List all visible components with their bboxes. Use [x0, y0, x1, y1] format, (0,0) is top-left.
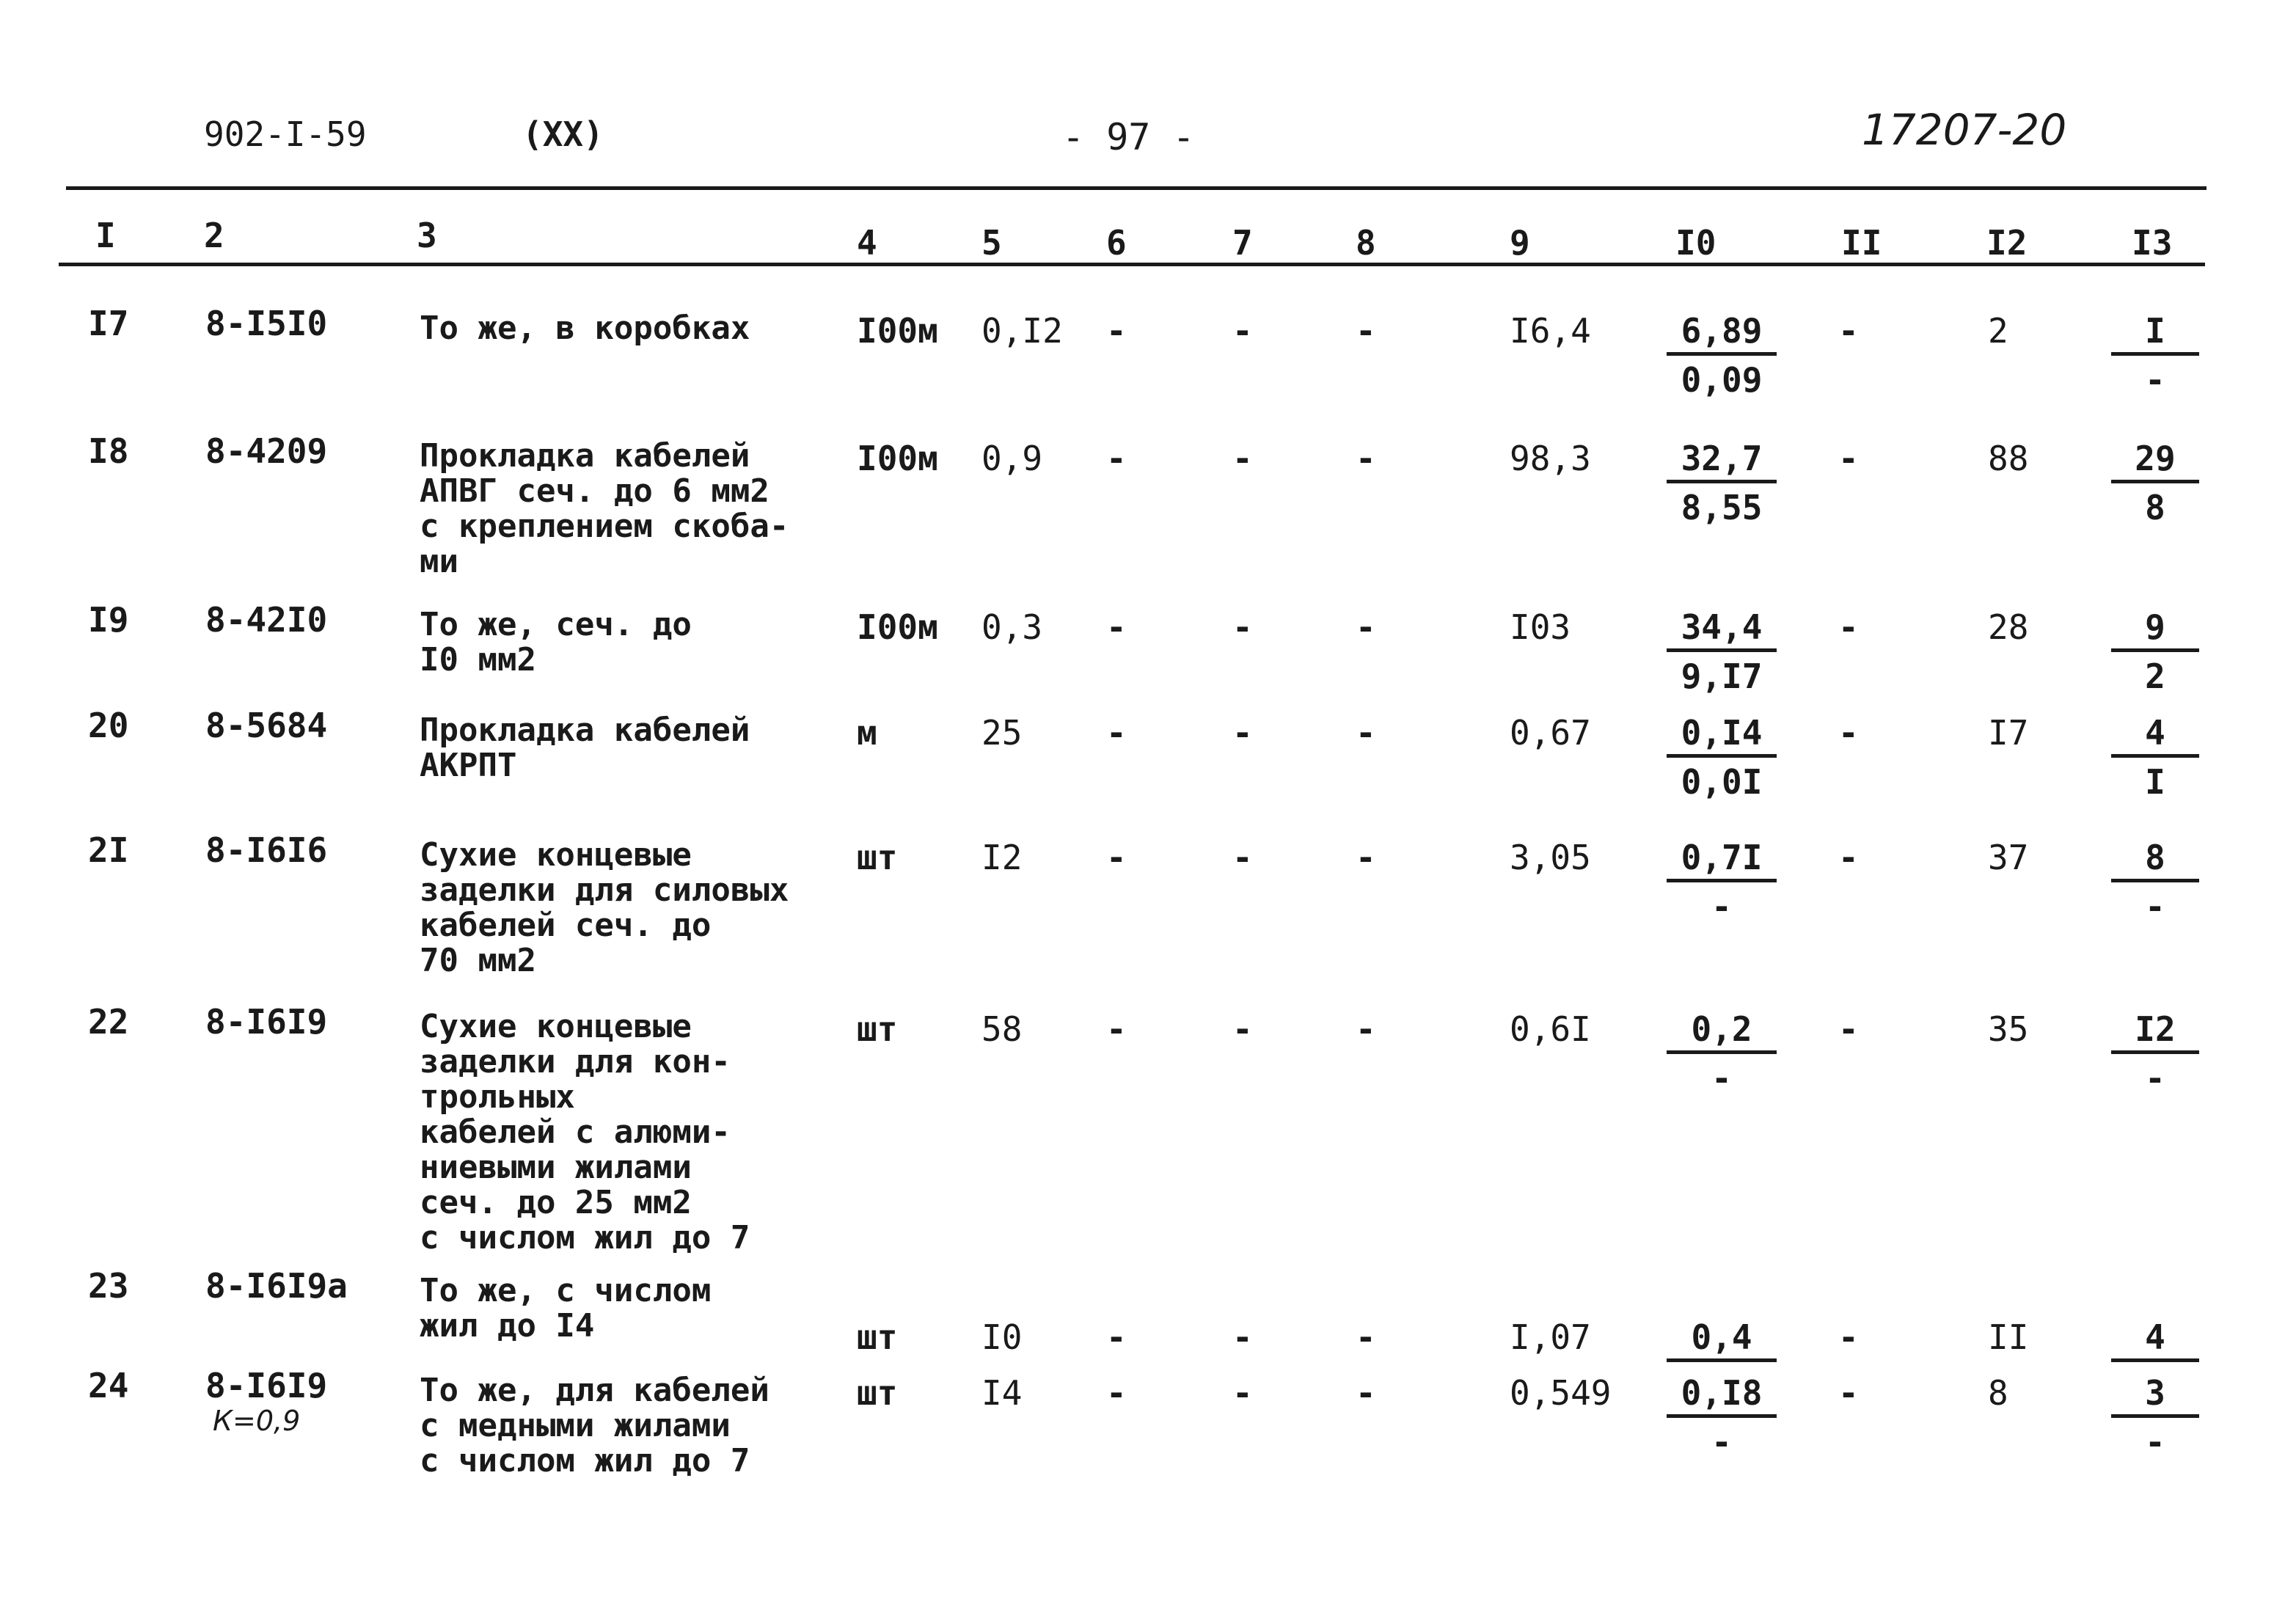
work-description — [420, 1009, 750, 1256]
column-header-11: II — [1841, 223, 1882, 263]
column-13-numerator: 9 — [2111, 610, 2199, 652]
column-10-denominator: - — [1711, 1422, 1732, 1462]
row-number: 24 — [88, 1366, 129, 1405]
column-6-value: - — [1106, 311, 1127, 351]
unit-of-measure: м — [857, 713, 877, 753]
column-13-fraction — [2111, 607, 2199, 696]
column-10-fraction — [1667, 1009, 1777, 1098]
column-13-numerator: 4 — [2111, 1320, 2199, 1362]
work-description — [420, 311, 750, 346]
row-number: I9 — [88, 600, 129, 640]
column-10-denominator: 9,I7 — [1681, 656, 1763, 696]
column-9-value: 3,05 — [1510, 838, 1591, 877]
column-8-value: - — [1356, 607, 1376, 647]
description-line: с креплением скоба- — [420, 508, 789, 545]
column-12-value: 37 — [1988, 838, 2029, 877]
column-7-value: - — [1232, 439, 1253, 478]
header-rule — [59, 263, 2205, 266]
column-10-denominator — [1667, 1362, 1777, 1369]
column-10-numerator: 0,7I — [1667, 841, 1777, 882]
norm-code: 8-I6I6 — [205, 830, 328, 870]
column-13-fraction — [2111, 713, 2199, 802]
column-8-value: - — [1356, 1009, 1376, 1049]
column-8-value: - — [1356, 311, 1376, 351]
column-13-denominator: - — [2145, 1422, 2165, 1462]
series-label: (XX) — [522, 114, 604, 154]
column-9-value: I6,4 — [1510, 311, 1591, 351]
column-10-fraction — [1667, 713, 1777, 802]
column-13-fraction — [2111, 439, 2199, 527]
column-10-numerator: 0,2 — [1667, 1012, 1777, 1054]
work-description — [420, 1273, 711, 1344]
column-11-value: - — [1838, 713, 1859, 753]
column-13-numerator: I — [2111, 314, 2199, 356]
column-10-numerator: 0,4 — [1667, 1320, 1777, 1362]
column-13-fraction — [2111, 1373, 2199, 1462]
work-description — [420, 713, 750, 783]
column-header-10: I0 — [1675, 223, 1716, 263]
column-13-denominator: - — [2145, 1058, 2165, 1098]
description-line: жил до I4 — [420, 1307, 595, 1345]
column-10-numerator: 6,89 — [1667, 314, 1777, 356]
row-number: 2I — [88, 830, 129, 870]
work-description — [420, 838, 789, 979]
column-10-numerator: 34,4 — [1667, 610, 1777, 652]
description-line: АКРПТ — [420, 747, 517, 784]
unit-of-measure: шт — [857, 1373, 898, 1413]
column-12-value: 35 — [1988, 1009, 2029, 1049]
column-7-value: - — [1232, 1317, 1253, 1357]
column-11-value: - — [1838, 311, 1859, 351]
column-8-value: - — [1356, 439, 1376, 478]
quantity: I0 — [981, 1317, 1023, 1357]
quantity: 0,I2 — [981, 311, 1063, 351]
description-line: заделки для силовых — [420, 871, 789, 909]
work-description — [420, 1373, 769, 1479]
page-number: - 97 - — [1062, 116, 1195, 158]
column-10-denominator: 0,09 — [1681, 360, 1763, 400]
description-line: То же, в коробках — [420, 310, 750, 347]
description-line: кабелей сеч. до — [420, 907, 712, 944]
column-10-denominator: 0,0I — [1681, 762, 1763, 802]
description-line: ниевыми жилами — [420, 1149, 692, 1186]
column-8-value: - — [1356, 1373, 1376, 1413]
norm-code: 8-I6I9 — [205, 1002, 328, 1042]
description-line: трольных — [420, 1078, 575, 1116]
row-number: 22 — [88, 1002, 129, 1042]
row-number: 23 — [88, 1266, 129, 1306]
norm-code: 8-I5I0 — [205, 304, 328, 343]
column-9-value: 0,67 — [1510, 713, 1591, 753]
column-6-value: - — [1106, 1317, 1127, 1357]
norm-code: 8-I6I9а — [205, 1266, 348, 1306]
column-10-fraction — [1667, 1373, 1777, 1462]
quantity: 25 — [981, 713, 1023, 753]
norm-code: 8-5684 — [205, 706, 328, 745]
column-header-6: 6 — [1106, 223, 1127, 263]
column-10-fraction — [1667, 1317, 1777, 1369]
unit-of-measure: I00м — [857, 439, 938, 478]
column-11-value: - — [1838, 439, 1859, 478]
column-header-12: I2 — [1986, 223, 2028, 263]
top-rule — [66, 186, 2207, 190]
column-13-fraction — [2111, 1009, 2199, 1098]
column-9-value: 0,6I — [1510, 1009, 1591, 1049]
column-11-value: - — [1838, 1317, 1859, 1357]
unit-of-measure: I00м — [857, 607, 938, 647]
unit-of-measure: I00м — [857, 311, 938, 351]
description-line: с числом жил до 7 — [420, 1442, 750, 1480]
column-7-value: - — [1232, 1009, 1253, 1049]
column-10-fraction — [1667, 838, 1777, 926]
description-line: с числом жил до 7 — [420, 1219, 750, 1257]
work-description — [420, 607, 692, 678]
coefficient-note: К=0,9 — [213, 1405, 301, 1437]
column-10-denominator: - — [1711, 887, 1732, 926]
column-header-3: 3 — [417, 216, 437, 255]
column-8-value: - — [1356, 838, 1376, 877]
column-header-2: 2 — [204, 216, 224, 255]
unit-of-measure: шт — [857, 838, 898, 877]
quantity: 0,3 — [981, 607, 1043, 647]
column-6-value: - — [1106, 1373, 1127, 1413]
description-line: То же, для кабелей — [420, 1372, 769, 1409]
column-13-denominator: I — [2145, 762, 2165, 802]
column-13-fraction — [2111, 311, 2199, 400]
description-line: Сухие концевые — [420, 836, 692, 874]
column-header-7: 7 — [1232, 223, 1253, 263]
column-12-value: II — [1988, 1317, 2029, 1357]
column-13-numerator: 29 — [2111, 442, 2199, 483]
column-6-value: - — [1106, 439, 1127, 478]
column-header-4: 4 — [857, 223, 877, 263]
quantity: 58 — [981, 1009, 1023, 1049]
description-line: 70 мм2 — [420, 942, 536, 979]
quantity: I4 — [981, 1373, 1023, 1413]
description-line: Прокладка кабелей — [420, 437, 750, 475]
unit-of-measure: шт — [857, 1009, 898, 1049]
quantity: 0,9 — [981, 439, 1043, 478]
column-6-value: - — [1106, 607, 1127, 647]
column-13-denominator: 2 — [2145, 656, 2165, 696]
description-line: То же, сеч. до — [420, 606, 692, 643]
column-10-numerator: 0,I4 — [1667, 716, 1777, 758]
column-9-value: 98,3 — [1510, 439, 1591, 478]
description-line: заделки для кон- — [420, 1043, 731, 1080]
column-11-value: - — [1838, 1009, 1859, 1049]
description-line: Сухие концевые — [420, 1008, 692, 1045]
work-description — [420, 439, 789, 579]
column-6-value: - — [1106, 713, 1127, 753]
column-13-fraction — [2111, 1317, 2199, 1369]
column-12-value: 2 — [1988, 311, 2008, 351]
column-9-value: 0,549 — [1510, 1373, 1612, 1413]
column-13-denominator: - — [2145, 360, 2165, 400]
description-line: кабелей с алюми- — [420, 1113, 731, 1151]
column-7-value: - — [1232, 713, 1253, 753]
norm-code: 8-42I0 — [205, 600, 328, 640]
column-13-numerator: 4 — [2111, 716, 2199, 758]
column-10-numerator: 32,7 — [1667, 442, 1777, 483]
column-6-value: - — [1106, 1009, 1127, 1049]
sheet-code: 17207-20 — [1862, 105, 2067, 155]
column-13-denominator: - — [2145, 887, 2165, 926]
column-6-value: - — [1106, 838, 1127, 877]
column-13-fraction — [2111, 838, 2199, 926]
description-line: Прокладка кабелей — [420, 712, 750, 749]
column-header-13: I3 — [2132, 223, 2173, 263]
column-10-denominator: 8,55 — [1681, 488, 1763, 527]
row-number: 20 — [88, 706, 129, 745]
column-9-value: I,07 — [1510, 1317, 1591, 1357]
column-10-fraction — [1667, 607, 1777, 696]
column-12-value: 8 — [1988, 1373, 2008, 1413]
column-11-value: - — [1838, 1373, 1859, 1413]
norm-code: 8-I6I9 — [205, 1366, 328, 1405]
column-10-numerator: 0,I8 — [1667, 1376, 1777, 1418]
norm-code: 8-4209 — [205, 431, 328, 471]
quantity: I2 — [981, 838, 1023, 877]
column-13-numerator: I2 — [2111, 1012, 2199, 1054]
description-line: АПВГ сеч. до 6 мм2 — [420, 472, 769, 510]
column-7-value: - — [1232, 1373, 1253, 1413]
column-7-value: - — [1232, 838, 1253, 877]
row-number: I8 — [88, 431, 129, 471]
column-8-value: - — [1356, 713, 1376, 753]
description-line: ми — [420, 543, 458, 580]
column-7-value: - — [1232, 607, 1253, 647]
column-header-1: I — [95, 216, 116, 255]
column-7-value: - — [1232, 311, 1253, 351]
description-line: сеч. до 25 мм2 — [420, 1184, 692, 1221]
column-12-value: I7 — [1988, 713, 2029, 753]
column-header-8: 8 — [1356, 223, 1376, 263]
column-11-value: - — [1838, 838, 1859, 877]
row-number: I7 — [88, 304, 129, 343]
column-13-denominator: 8 — [2145, 488, 2165, 527]
column-13-numerator: 3 — [2111, 1376, 2199, 1418]
column-12-value: 28 — [1988, 607, 2029, 647]
column-12-value: 88 — [1988, 439, 2029, 478]
unit-of-measure: шт — [857, 1317, 898, 1357]
column-header-5: 5 — [981, 223, 1002, 263]
column-11-value: - — [1838, 607, 1859, 647]
column-10-fraction — [1667, 311, 1777, 400]
document-code: 902-I-59 — [204, 114, 367, 154]
column-10-denominator: - — [1711, 1058, 1732, 1098]
description-line: с медными жилами — [420, 1407, 731, 1444]
column-9-value: I03 — [1510, 607, 1571, 647]
column-13-numerator: 8 — [2111, 841, 2199, 882]
description-line: I0 мм2 — [420, 641, 536, 679]
column-8-value: - — [1356, 1317, 1376, 1357]
column-10-fraction — [1667, 439, 1777, 527]
column-header-9: 9 — [1510, 223, 1530, 263]
column-13-denominator — [2111, 1362, 2199, 1369]
description-line: То же, с числом — [420, 1272, 712, 1309]
